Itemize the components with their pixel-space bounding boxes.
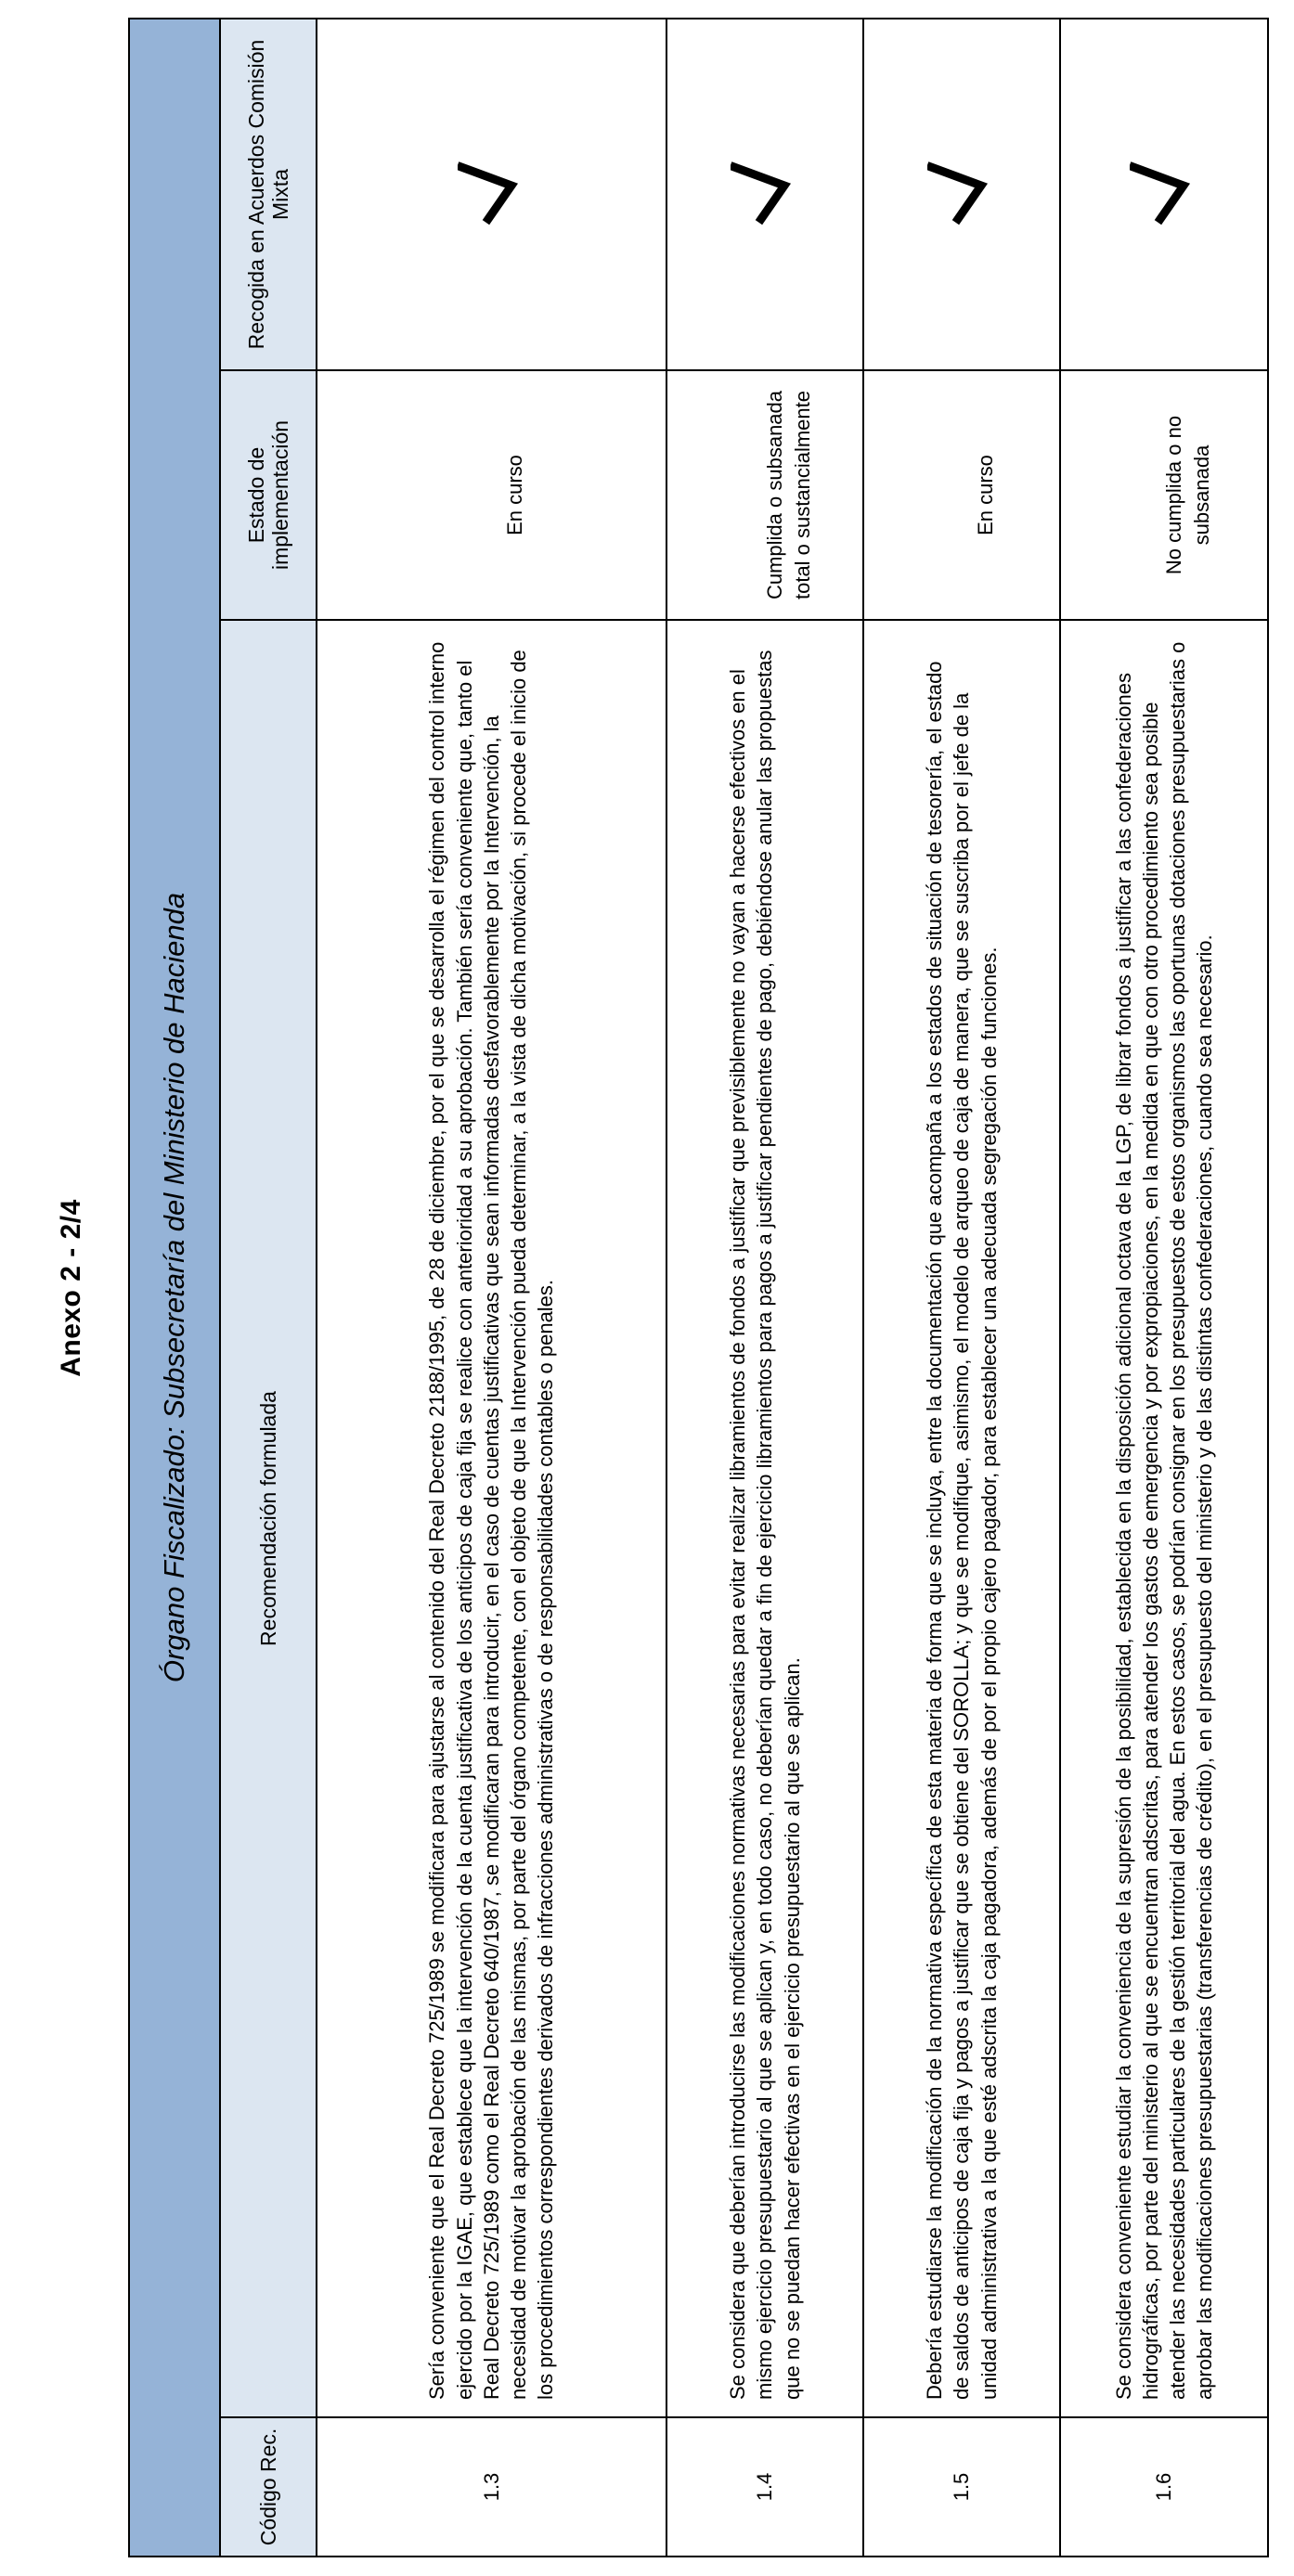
row-agreement (1060, 19, 1268, 370)
recommendations-table (128, 18, 1269, 2557)
table-row (1060, 19, 1268, 2557)
row-agreement (317, 19, 666, 370)
row-recommendation: Se considera conveniente estudiar la conveniencia de la supresión de la posibilidad, establecida en la disposición adicional octava de la LGP, de librar fondos a justificar a las confederaciones hidrográficas, por parte del ministerio al que se encuentran adscritas, para atender los gastos de emergencia y por expropiaciones, en la medida en que con otro procedimiento sea posible atender las necesidades particulares de la gestión territorial del agua. En estos casos, se podrían consignar en los presupuestos de estos organismos las oportunas dotaciones presupuestarias o aprobar las modificaciones presupuestarias (transferencias de crédito), en el presupuesto del ministerio y de las distintas confederaciones, cuando sea necesario. (1060, 620, 1268, 2417)
row-agreement (666, 19, 863, 370)
row-recommendation: Se considera que deberían introducirse las modificaciones normativas necesarias para evitar realizar libramientos de fondos a justificar que previsiblemente no vayan a hacerse efectivos en el mismo ejercicio presupuestario al que se aplican y, en todo caso, no deberían quedar a fin de ejercicio libramientos para pagos a justificar pendientes de pago, debiéndose anular las propuestas que no se puedan hacer efectivas en el ejercicio presupuestario al que se aplican. (666, 620, 863, 2417)
row-status: No cumplida o no subsanada (1060, 370, 1268, 620)
table-row (666, 19, 863, 2557)
column-header-agreements: Recogida en Acuerdos Comisión Mixta (220, 19, 317, 370)
column-header-status: Estado de implementación (220, 370, 317, 620)
column-header-code: Código Rec. (220, 2417, 317, 2557)
annex-title: Anexo 2 - 2/4 (56, 1199, 86, 1377)
column-header-recommendation: Recomendación formulada (220, 620, 317, 2417)
row-status: Cumplida o subsanada total o sustancialmente (666, 370, 863, 620)
checkmark-icon (927, 161, 989, 226)
table-row (863, 19, 1060, 2557)
row-code: 1.5 (863, 2417, 1060, 2557)
row-code: 1.4 (666, 2417, 863, 2557)
row-status: En curso (863, 370, 1060, 620)
checkmark-icon (458, 161, 519, 226)
row-status: En curso (317, 370, 666, 620)
row-recommendation: Sería conveniente que el Real Decreto 725/1989 se modificara para ajustarse al contenido del Real Decreto 2188/1995, de 28 de diciembre, por el que se desarrolla el régimen del control interno ejercido por la IGAE, que establece que la intervención de la cuenta justificativa de los anticipos de caja fija se realice con anterioridad a su aprobación. También sería conveniente que, tanto el Real Decreto 725/1989 como el Real Decreto 640/1987, se modificaran para introducir, en el caso de cuentas justificativas que sean informadas desfavorablemente por la Intervención, la necesidad de motivar la aprobación de las mismas, por parte del órgano competente, con el objeto de que la Intervención pueda determinar, a la vista de dicha motivación, si procede el inicio de los procedimientos correspondientes derivados de infracciones administrativas o de responsabilidades contables o penales. (317, 620, 666, 2417)
row-code: 1.3 (317, 2417, 666, 2557)
row-recommendation: Debería estudiarse la modificación de la normativa específica de esta materia de forma que se incluya, entre la documentación que acompaña a los estados de situación de tesorería, el estado de saldos de anticipos de caja fija y pagos a justificar que se obtiene del SOROLLA; y que se modifique, asimismo, el modelo de arqueo de caja de manera, que se suscriba por el jefe de la unidad administrativa a la que esté adscrita la caja pagadora, además de por el propio cajero pagador, para establecer una adecuada segregación de funciones. (863, 620, 1060, 2417)
organ-header-row (129, 19, 220, 2557)
row-agreement (863, 19, 1060, 370)
column-header-row (220, 19, 317, 2557)
row-code: 1.6 (1060, 2417, 1268, 2557)
checkmark-icon (1130, 161, 1191, 226)
checkmark-icon (731, 161, 792, 226)
table-row (317, 19, 666, 2557)
organ-header: Órgano Fiscalizado: Subsecretaría del Ministerio de Hacienda (129, 19, 220, 2557)
